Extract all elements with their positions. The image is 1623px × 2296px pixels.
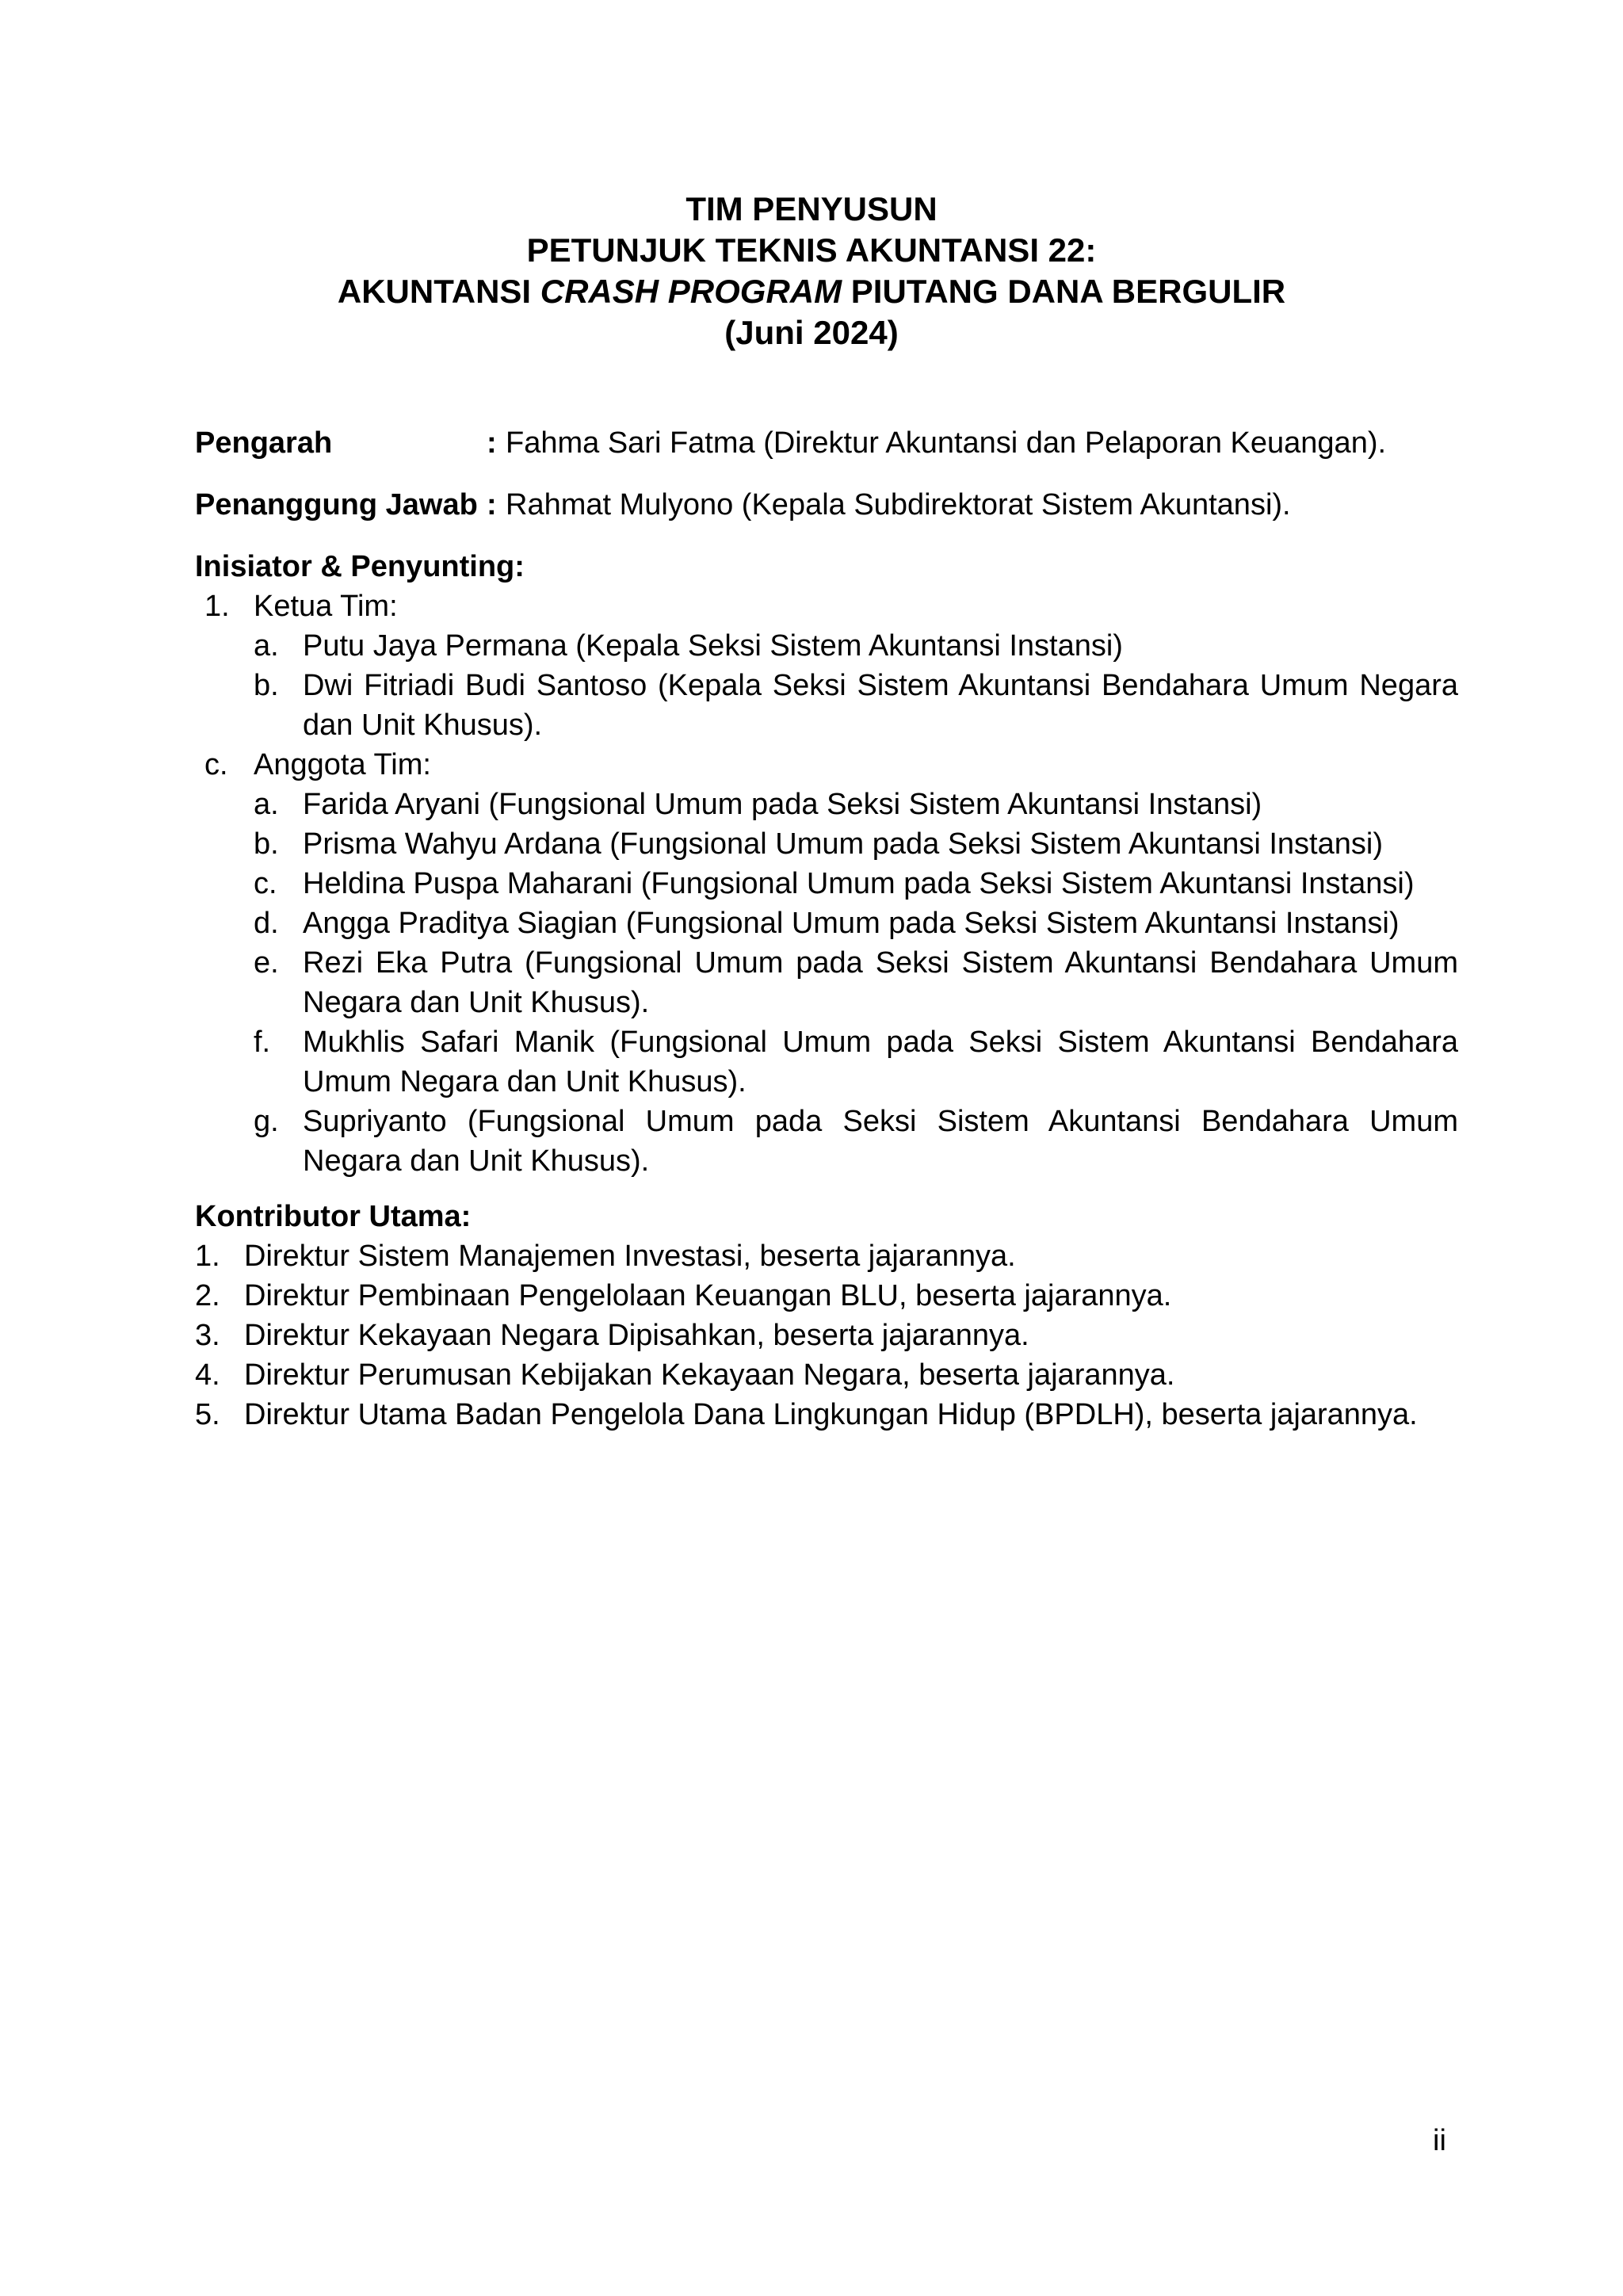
list-item-marker: 3. bbox=[195, 1319, 220, 1352]
title-line-3 bbox=[0, 271, 1623, 312]
list-item-text: Dwi Fitriadi Budi Santoso (Kepala Seksi Sistem Akuntansi Bendahara Umum Negara dan Unit Khusus). bbox=[303, 669, 1458, 742]
list-item-text: Direktur Utama Badan Pengelola Dana Lingkungan Hidup (BPDLH), beserta jajarannya. bbox=[244, 1398, 1418, 1431]
list-item bbox=[195, 1316, 1458, 1355]
list-item bbox=[195, 1355, 1458, 1395]
list-item-text: Rezi Eka Putra (Fungsional Umum pada Seksi Sistem Akuntansi Bendahara Umum Negara dan Unit Khusus). bbox=[303, 946, 1458, 1019]
list-item-text: Supriyanto (Fungsional Umum pada Seksi Sistem Akuntansi Bendahara Umum Negara dan Unit Khusus). bbox=[303, 1105, 1458, 1178]
title-line-4: (Juni 2024) bbox=[724, 314, 899, 351]
list-item-text: Direktur Perumusan Kebijakan Kekayaan Negara, beserta jajarannya. bbox=[244, 1358, 1175, 1392]
ketua-tim-label: Ketua Tim: bbox=[254, 590, 398, 623]
list-item-text: Putu Jaya Permana (Kepala Seksi Sistem Akuntansi Instansi) bbox=[303, 629, 1123, 663]
list-item-marker: 2. bbox=[195, 1279, 220, 1312]
list-item-text: Direktur Kekayaan Negara Dipisahkan, beserta jajarannya. bbox=[244, 1319, 1029, 1352]
pengarah-row bbox=[195, 423, 1386, 463]
penanggung-row bbox=[195, 485, 1291, 525]
list-item bbox=[195, 1276, 1458, 1316]
document-title bbox=[0, 189, 1623, 353]
list-item-text: Farida Aryani (Fungsional Umum pada Seksi Sistem Akuntansi Instansi) bbox=[303, 788, 1262, 821]
list-item-marker: d. bbox=[254, 907, 279, 940]
anggota-tim-marker: c. bbox=[204, 748, 228, 781]
title-line-3-italic: CRASH PROGRAM bbox=[540, 273, 842, 310]
list-item-marker: e. bbox=[254, 946, 279, 980]
list-item bbox=[254, 904, 1458, 943]
list-item bbox=[254, 1102, 1458, 1181]
list-item-marker: g. bbox=[254, 1105, 279, 1138]
penanggung-colon: : bbox=[487, 488, 497, 521]
pengarah-value: Fahma Sari Fatma (Direktur Akuntansi dan Pelaporan Keuangan). bbox=[506, 426, 1387, 460]
list-item-text: Heldina Puspa Maharani (Fungsional Umum pada Seksi Sistem Akuntansi Instansi) bbox=[303, 867, 1415, 900]
pengarah-colon: : bbox=[487, 426, 497, 460]
list-item bbox=[195, 1236, 1458, 1276]
list-item bbox=[254, 785, 1458, 824]
list-item-text: Direktur Sistem Manajemen Investasi, beserta jajarannya. bbox=[244, 1240, 1016, 1273]
list-item-text: Angga Praditya Siagian (Fungsional Umum pada Seksi Sistem Akuntansi Instansi) bbox=[303, 907, 1400, 940]
title-line-3-pre: AKUNTANSI bbox=[337, 273, 540, 310]
ketua-tim-item bbox=[204, 586, 1458, 626]
inisiator-heading: Inisiator & Penyunting: bbox=[195, 550, 525, 583]
list-item bbox=[254, 824, 1458, 864]
title-line-1: TIM PENYUSUN bbox=[685, 190, 938, 227]
list-item-marker: a. bbox=[254, 629, 279, 663]
list-item bbox=[254, 666, 1458, 745]
page-number: ii bbox=[1433, 2124, 1446, 2157]
penanggung-value: Rahmat Mulyono (Kepala Subdirektorat Sistem Akuntansi). bbox=[506, 488, 1291, 521]
list-item-marker: 4. bbox=[195, 1358, 220, 1392]
ketua-tim-marker: 1. bbox=[204, 590, 230, 623]
title-line-2: PETUNJUK TEKNIS AKUNTANSI 22: bbox=[526, 231, 1097, 269]
list-item bbox=[254, 626, 1458, 666]
list-item-marker: b. bbox=[254, 669, 279, 702]
list-item-marker: f. bbox=[254, 1026, 271, 1059]
title-line-3-post: PIUTANG DANA BERGULIR bbox=[842, 273, 1286, 310]
list-item bbox=[254, 864, 1458, 904]
list-item-text: Prisma Wahyu Ardana (Fungsional Umum pada Seksi Sistem Akuntansi Instansi) bbox=[303, 827, 1383, 861]
penanggung-label: Penanggung Jawab bbox=[195, 488, 478, 521]
kontributor-heading: Kontributor Utama: bbox=[195, 1200, 472, 1233]
list-item-marker: b. bbox=[254, 827, 279, 861]
list-item-marker: a. bbox=[254, 788, 279, 821]
list-item-text: Mukhlis Safari Manik (Fungsional Umum pada Seksi Sistem Akuntansi Bendahara Umum Negara dan Unit Khusus). bbox=[303, 1026, 1458, 1098]
list-item-marker: c. bbox=[254, 867, 277, 900]
pengarah-label: Pengarah bbox=[195, 426, 333, 460]
list-item bbox=[254, 943, 1458, 1022]
anggota-tim-label: Anggota Tim: bbox=[254, 748, 431, 781]
list-item-marker: 5. bbox=[195, 1398, 220, 1431]
list-item-marker: 1. bbox=[195, 1240, 220, 1273]
list-item bbox=[195, 1395, 1458, 1435]
list-item bbox=[254, 1022, 1458, 1102]
anggota-tim-item bbox=[204, 745, 1458, 785]
list-item-text: Direktur Pembinaan Pengelolaan Keuangan BLU, beserta jajarannya. bbox=[244, 1279, 1172, 1312]
